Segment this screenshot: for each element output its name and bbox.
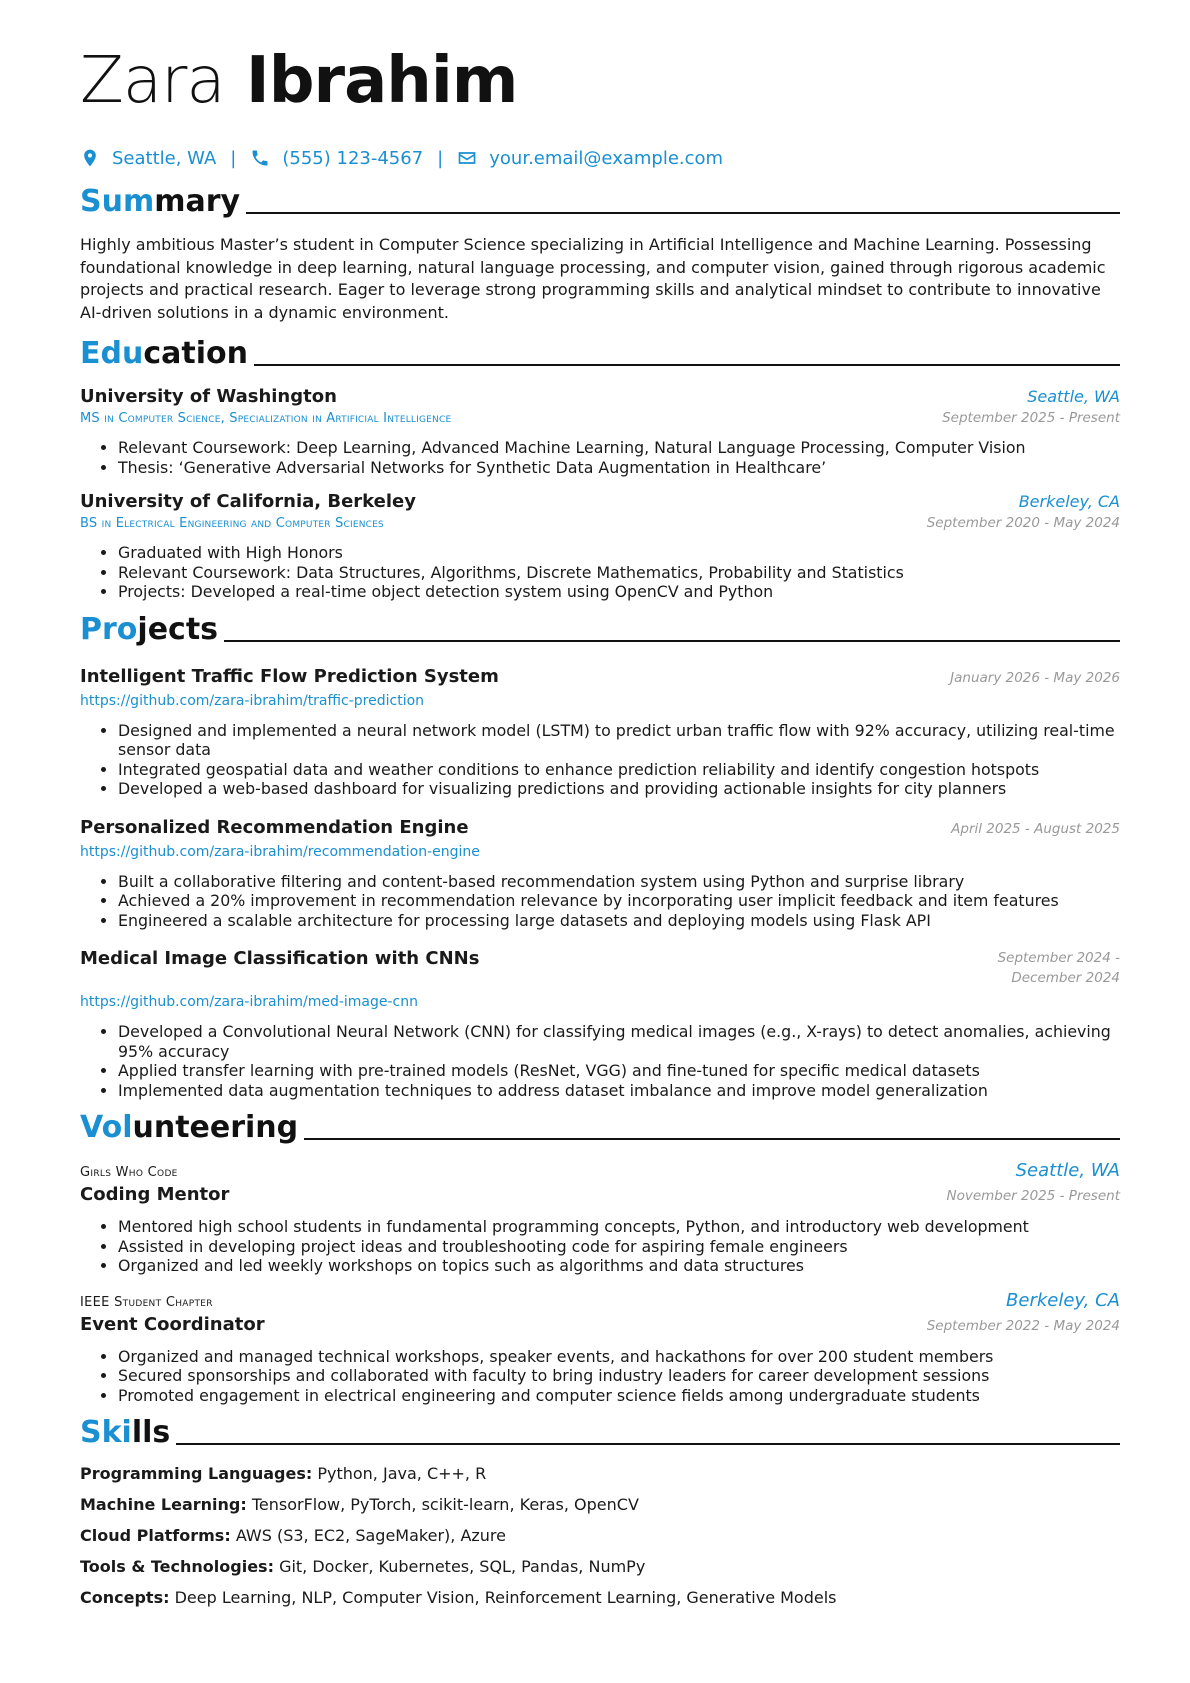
date-range: September 2025 - Present xyxy=(942,410,1120,426)
volunteer-location: Berkeley, CA xyxy=(1006,1289,1120,1311)
skill-row xyxy=(80,1587,1120,1609)
bullet-item: • Graduated with High Honors xyxy=(118,543,1120,563)
skill-label: Machine Learning: xyxy=(80,1495,247,1514)
heading-accent: Sum xyxy=(80,184,155,219)
skill-value: TensorFlow, PyTorch, scikit-learn, Keras, OpenCV xyxy=(251,1495,639,1514)
bullet-item: • Mentored high school students in fundamental programming concepts, Python, and introductory web development xyxy=(118,1217,1120,1237)
skill-row xyxy=(80,1494,1120,1516)
skill-value: Python, Java, C++, R xyxy=(317,1464,487,1483)
resume-page xyxy=(80,40,1120,1618)
organization-name: Girls Who Code xyxy=(80,1165,178,1180)
heading-rest: mary xyxy=(154,184,241,219)
bullet-item: • Secured sponsorships and collaborated with faculty to bring industry leaders for career development sessions xyxy=(118,1366,1120,1386)
bullet-item: • Assisted in developing project ideas and troubleshooting code for aspiring female engineers xyxy=(118,1237,1120,1257)
project-entry xyxy=(80,666,1120,799)
role-title: Coding Mentor xyxy=(80,1184,230,1205)
contact-separator: | xyxy=(230,147,237,169)
bullet-item: • Achieved a 20% improvement in recommendation relevance by incorporating user implicit feedback and item features xyxy=(118,891,1120,911)
bullet-item: • Engineered a scalable architecture for processing large datasets and deploying models using Flask API xyxy=(118,911,1120,931)
skill-label: Tools & Technologies: xyxy=(80,1557,274,1576)
volunteer-entry xyxy=(80,1290,1120,1406)
heading-rest: lls xyxy=(131,1415,171,1450)
bullet-item: • Integrated geospatial data and weather conditions to enhance prediction reliability and identify congestion hotspots xyxy=(118,760,1120,780)
date-range: September 2020 - May 2024 xyxy=(926,515,1120,531)
skill-label: Concepts: xyxy=(80,1588,170,1607)
project-title: Intelligent Traffic Flow Prediction System xyxy=(80,665,499,687)
contact-email[interactable] xyxy=(457,148,723,169)
degree: MS in Computer Science, Specialization in Artificial Intelligence xyxy=(80,411,452,426)
summary-heading xyxy=(80,180,1120,220)
heading-rest: unteering xyxy=(132,1110,299,1145)
contact-phone[interactable] xyxy=(250,148,423,169)
section-rule xyxy=(254,364,1120,366)
last-name: Ibrahim xyxy=(245,44,518,118)
date-range: January 2026 - May 2026 xyxy=(950,669,1120,686)
organization-name: IEEE Student Chapter xyxy=(80,1294,213,1310)
bullet-item: • Developed a web-based dashboard for visualizing predictions and providing actionable insights for city planners xyxy=(118,779,1120,799)
heading-accent: Ski xyxy=(80,1415,132,1450)
section-rule xyxy=(304,1138,1120,1140)
section-rule xyxy=(246,212,1120,214)
project-link[interactable]: https://github.com/zara-ibrahim/traffic-prediction xyxy=(80,692,425,709)
location-text: Seattle, WA xyxy=(112,147,217,169)
education-entry xyxy=(80,386,1120,477)
bullet-list xyxy=(80,1022,1120,1100)
candidate-name xyxy=(80,40,1120,122)
institution-location: Seattle, WA xyxy=(1027,387,1120,406)
skill-value: Git, Docker, Kubernetes, SQL, Pandas, NumPy xyxy=(279,1557,646,1576)
date-range: September 2024 - December 2024 xyxy=(997,950,1120,986)
contact-bar xyxy=(80,142,1120,174)
heading-accent: Edu xyxy=(80,336,144,371)
bullet-list xyxy=(80,721,1120,799)
skill-label: Programming Languages: xyxy=(80,1464,313,1483)
section-rule xyxy=(176,1443,1120,1445)
skills-heading xyxy=(80,1411,1120,1451)
bullet-item: • Implemented data augmentation techniques to address dataset imbalance and improve model generalization xyxy=(118,1081,1120,1101)
volunteer-entry xyxy=(80,1160,1120,1276)
bullet-item: • Built a collaborative filtering and content-based recommendation system using Python and surprise library xyxy=(118,872,1120,892)
project-title: Personalized Recommendation Engine xyxy=(80,816,469,838)
bullet-item: • Projects: Developed a real-time object detection system using OpenCV and Python xyxy=(118,582,1120,602)
bullet-item: • Thesis: ‘Generative Adversarial Networks for Synthetic Data Augmentation in Healthcare’ xyxy=(118,458,1120,478)
heading-accent: Pro xyxy=(80,611,138,647)
project-title: Medical Image Classification with CNNs xyxy=(80,948,480,969)
bullet-list xyxy=(80,1347,1120,1406)
phone-icon xyxy=(250,148,270,168)
institution-name: University of California, Berkeley xyxy=(80,491,416,512)
bullet-item: • Relevant Coursework: Deep Learning, Advanced Machine Learning, Natural Language Processing, Computer Vision xyxy=(118,438,1120,458)
date-range: April 2025 - August 2025 xyxy=(951,820,1120,837)
project-entry xyxy=(80,817,1120,931)
education-entry xyxy=(80,491,1120,602)
heading-rest: jects xyxy=(137,611,219,647)
skill-label: Cloud Platforms: xyxy=(80,1526,231,1545)
skill-value: AWS (S3, EC2, SageMaker), Azure xyxy=(235,1526,506,1545)
bullet-item: • Designed and implemented a neural network model (LSTM) to predict urban traffic flow with 92% accuracy, utilizing real-time sensor data xyxy=(118,721,1120,760)
skill-row xyxy=(80,1463,1120,1485)
skill-row xyxy=(80,1556,1120,1578)
projects-heading xyxy=(80,608,1120,648)
bullet-list xyxy=(80,1217,1120,1276)
map-pin-icon xyxy=(80,148,100,168)
bullet-item: • Applied transfer learning with pre-trained models (ResNet, VGG) and fine-tuned for specific medical datasets xyxy=(118,1061,1120,1081)
role-title: Event Coordinator xyxy=(80,1313,265,1335)
bullet-item: • Organized and managed technical workshops, speaker events, and hackathons for over 200 student members xyxy=(118,1347,1120,1367)
bullet-item: • Developed a Convolutional Neural Network (CNN) for classifying medical images (e.g., X-rays) to detect anomalies, achieving 95% accuracy xyxy=(118,1022,1120,1061)
summary-text: Highly ambitious Master’s student in Computer Science specializing in Artificial Intelligence and Machine Learning. Possessing foundational knowledge in deep learning, natural language processing, and computer vision, gained through rigorous academic projects and practical research. Eager to leverage strong programming skills and analytical mindset to contribute to innovative AI-driven solutions in a dynamic environment. xyxy=(80,235,1106,322)
institution-location: Berkeley, CA xyxy=(1018,492,1120,511)
skill-value: Deep Learning, NLP, Computer Vision, Reinforcement Learning, Generative Models xyxy=(174,1588,837,1607)
skills-list xyxy=(80,1463,1120,1609)
date-range: September 2022 - May 2024 xyxy=(926,1317,1120,1334)
skill-row xyxy=(80,1525,1120,1547)
bullet-item: • Organized and led weekly workshops on topics such as algorithms and data structures xyxy=(118,1256,1120,1276)
envelope-icon xyxy=(457,148,477,168)
institution-name: University of Washington xyxy=(80,386,337,407)
bullet-list xyxy=(80,543,1120,602)
volunteering-heading xyxy=(80,1106,1120,1146)
bullet-list xyxy=(80,438,1120,477)
date-range: November 2025 - Present xyxy=(946,1188,1120,1204)
project-link[interactable]: https://github.com/zara-ibrahim/med-image-cnn xyxy=(80,994,418,1010)
bullet-list xyxy=(80,872,1120,931)
project-link[interactable]: https://github.com/zara-ibrahim/recommendation-engine xyxy=(80,843,480,860)
heading-accent: Vol xyxy=(80,1110,133,1145)
section-rule xyxy=(224,640,1120,642)
bullet-item: • Promoted engagement in electrical engineering and computer science fields among undergraduate students xyxy=(118,1386,1120,1406)
bullet-item: • Relevant Coursework: Data Structures, Algorithms, Discrete Mathematics, Probability and Statistics xyxy=(118,563,1120,583)
contact-location xyxy=(80,148,216,169)
degree: BS in Electrical Engineering and Computer Sciences xyxy=(80,516,384,531)
heading-rest: cation xyxy=(143,336,248,371)
volunteer-location: Seattle, WA xyxy=(1015,1160,1120,1181)
email-text: your.email@example.com xyxy=(489,147,724,169)
contact-separator: | xyxy=(437,147,444,169)
phone-text: (555) 123-4567 xyxy=(282,147,424,169)
education-heading xyxy=(80,332,1120,372)
project-entry xyxy=(80,948,1120,1100)
first-name: Zara xyxy=(80,44,225,118)
